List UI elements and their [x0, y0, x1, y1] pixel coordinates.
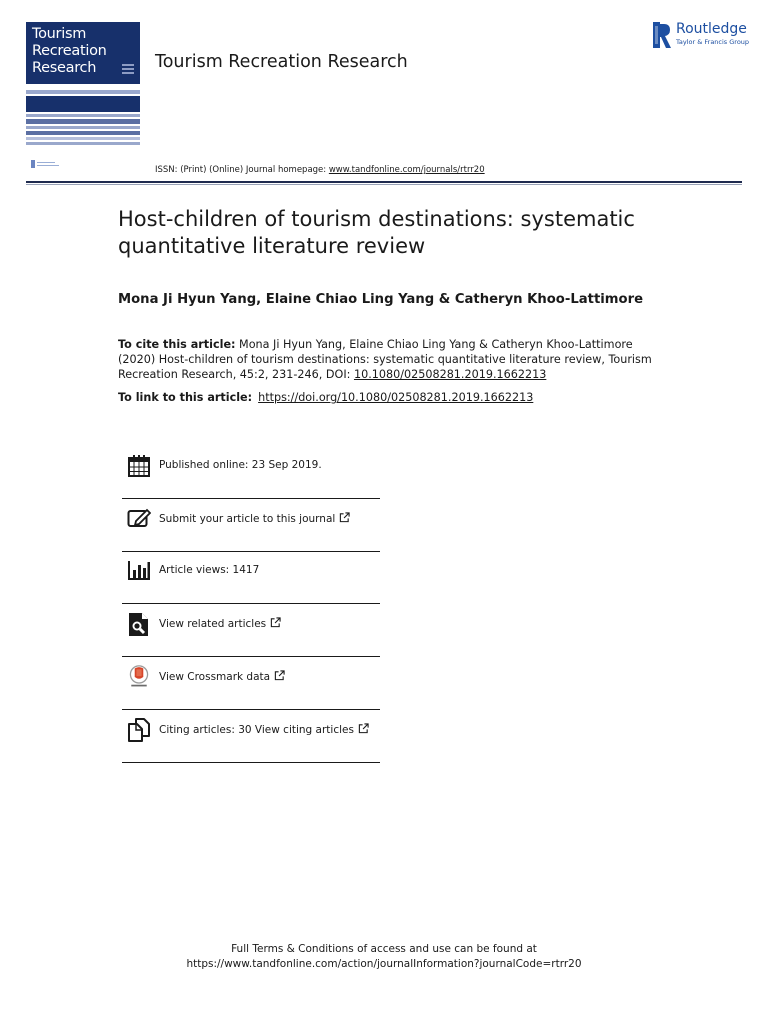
cover-band — [26, 126, 140, 129]
published-text: Published online: 23 Sep 2019. — [159, 459, 322, 471]
issn-line — [155, 165, 485, 175]
external-link-icon — [339, 512, 350, 523]
related-articles-link[interactable]: View related articles — [159, 618, 267, 630]
journal-homepage-link[interactable]: www.tandfonline.com/journals/rtrr20 — [328, 165, 485, 175]
header-divider-thin — [26, 184, 742, 185]
publisher-subtitle: Taylor & Francis Group — [676, 38, 750, 46]
article-authors: Mona Ji Hyun Yang, Elaine Chiao Ling Yang & Catheryn Khoo-Lattimore — [118, 292, 644, 307]
row-divider — [122, 709, 380, 710]
edit-icon — [127, 507, 151, 531]
routledge-logo-icon — [653, 22, 671, 48]
external-link-icon — [270, 617, 281, 628]
header-divider — [26, 181, 742, 183]
row-divider — [122, 551, 380, 552]
terms-text: Full Terms & Conditions of access and use can be found at — [231, 943, 537, 955]
citation-label: To cite this article: — [118, 338, 236, 351]
submit-article-link[interactable]: Submit your article to this journal — [159, 513, 336, 525]
cover-band — [26, 119, 140, 124]
article-views-text: Article views: 1417 — [159, 564, 260, 576]
bar-chart-icon — [127, 559, 151, 583]
cover-title: Tourism Recreation Research — [32, 26, 107, 76]
article-title: Host-children of tourism destinations: systematic quantitative literature review — [118, 207, 635, 258]
external-link-icon — [358, 723, 369, 734]
terms-link[interactable]: https://www.tandfonline.com/action/journalInformation?journalCode=rtrr20 — [186, 958, 582, 970]
cover-band — [26, 142, 140, 145]
row-divider — [122, 762, 380, 763]
cover-band — [26, 114, 140, 117]
copy-documents-icon — [127, 718, 151, 742]
small-publisher-logo-icon — [31, 160, 61, 170]
citation-block: To cite this article: Mona Ji Hyun Yang, Elaine Chiao Ling Yang & Catheryn Khoo-Lattimore (2020) Host-children of tourism destinations: systematic quantitative literature review, Tourism Recreation Research, 45:2, 231-246, DOI: 10.1080/02508281.2019.1662213 — [118, 338, 652, 381]
citation-doi-link[interactable]: 10.1080/02508281.2019.1662213 — [353, 368, 547, 381]
crossmark-icon — [127, 665, 151, 689]
crossmark-link[interactable]: View Crossmark data — [159, 671, 271, 683]
link-label: To link to this article: — [118, 391, 253, 404]
external-link-icon — [274, 670, 285, 681]
row-divider — [122, 603, 380, 604]
cover-band — [26, 90, 140, 94]
journal-title: Tourism Recreation Research — [155, 52, 408, 72]
publisher-name: Routledge — [676, 21, 747, 37]
row-divider — [122, 498, 380, 499]
article-doi-link[interactable]: https://doi.org/10.1080/02508281.2019.1662213 — [258, 391, 534, 404]
cover-publisher-mark — [122, 64, 134, 78]
calendar-icon — [127, 454, 151, 478]
terms-footer — [0, 942, 768, 972]
row-divider — [122, 656, 380, 657]
cover-band — [26, 96, 140, 112]
citing-articles-link[interactable]: Citing articles: 30 View citing articles — [159, 724, 354, 736]
cover-band — [26, 137, 140, 140]
cover-header — [26, 22, 140, 84]
article-link-line — [118, 391, 533, 404]
cover-band — [26, 131, 140, 135]
search-document-icon — [127, 612, 151, 636]
journal-cover — [26, 22, 140, 146]
issn-text: ISSN: (Print) (Online) Journal homepage: — [155, 165, 329, 175]
